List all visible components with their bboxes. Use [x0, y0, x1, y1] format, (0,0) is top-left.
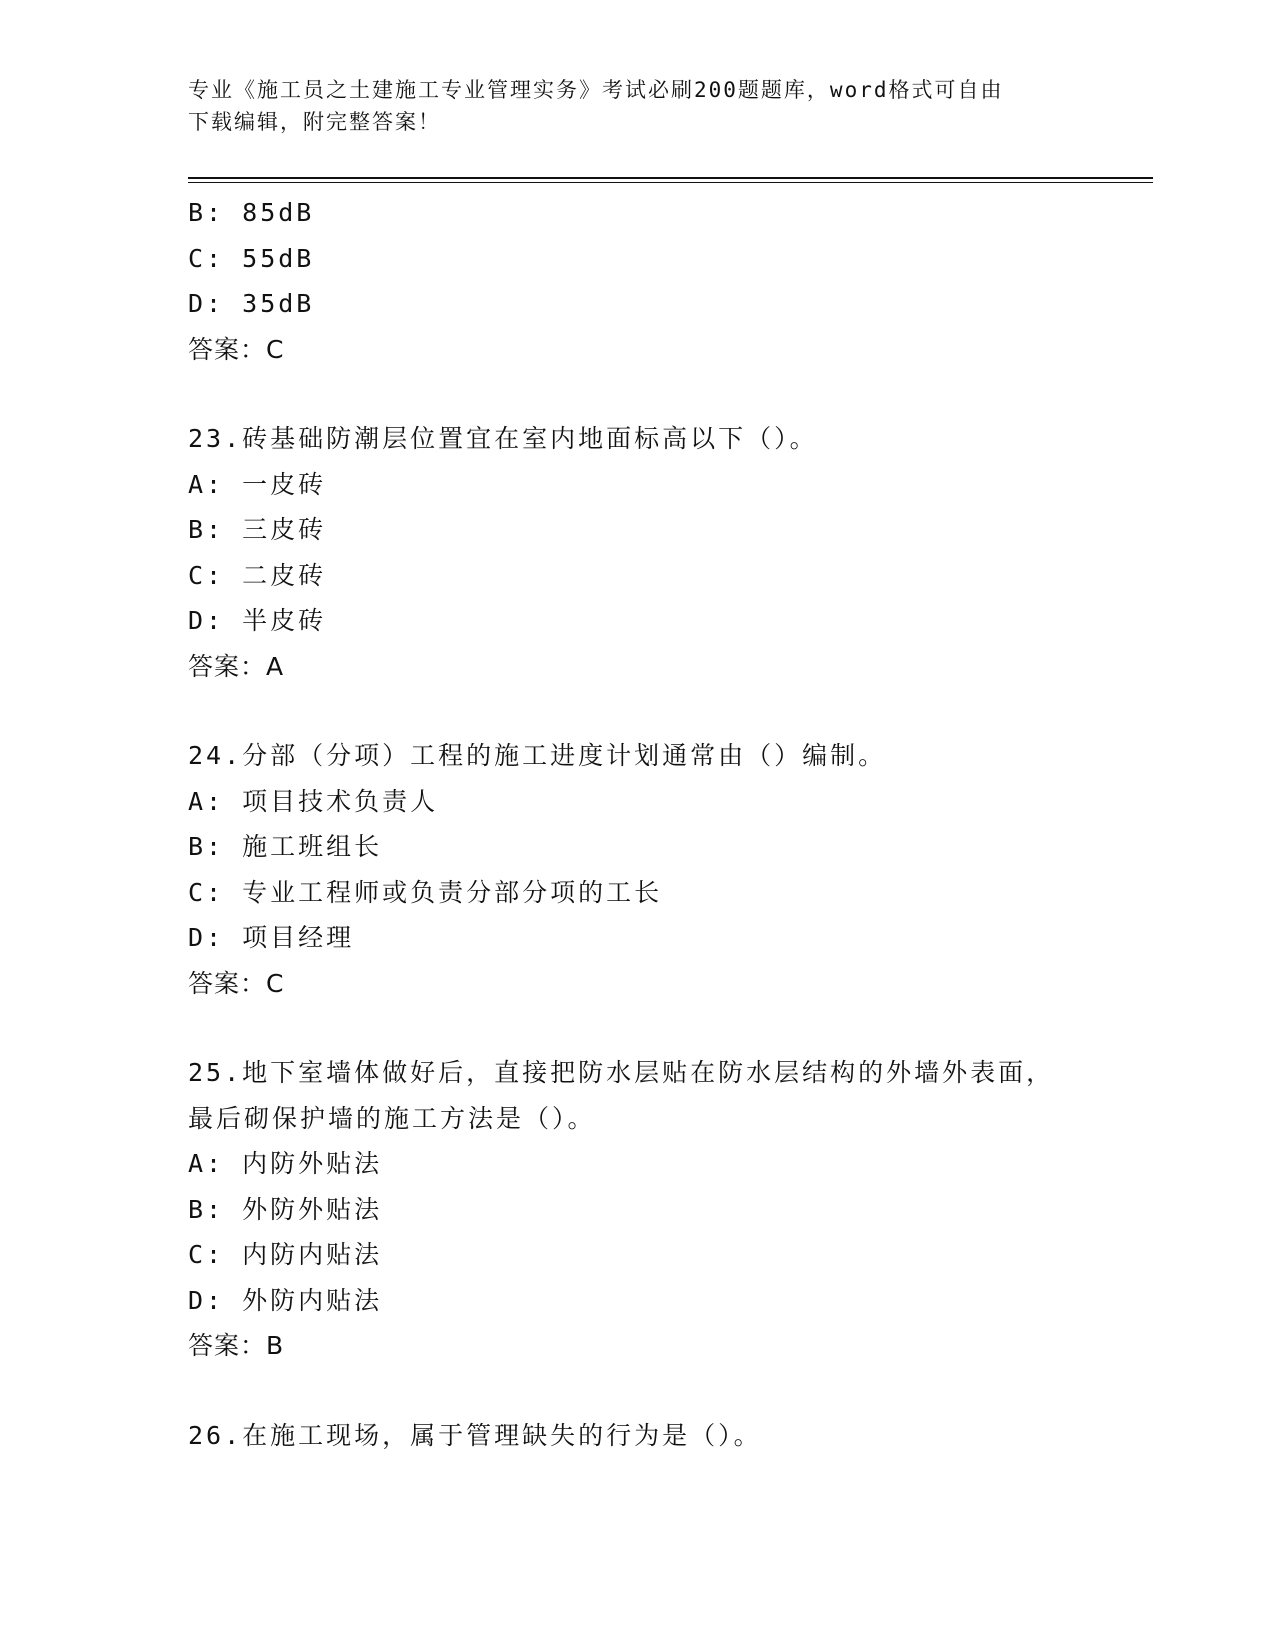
- question-stem-line-2: 最后砌保护墙的施工方法是（）。: [188, 1103, 596, 1133]
- option-b: B: 施工班组长: [188, 832, 383, 861]
- answer: 答案：C: [188, 334, 285, 364]
- question-list: [188, 190, 1088, 1458]
- header-divider-thin: [188, 182, 1153, 183]
- spacer: [188, 372, 1088, 416]
- question-22-continued: [188, 190, 1088, 372]
- answer: 答案：C: [188, 968, 285, 998]
- option-d: D: 项目经理: [188, 923, 355, 952]
- question-stem: 23.砖基础防潮层位置宜在室内地面标高以下（）。: [188, 424, 818, 453]
- header-divider-thick: [188, 177, 1153, 179]
- document-header: [188, 74, 1088, 138]
- header-title-line-1: 专业《施工员之土建施工专业管理实务》考试必刷200题题库，word格式可自由: [188, 78, 1004, 102]
- option-c: C: 55dB: [188, 243, 315, 273]
- question-23: [188, 416, 1088, 689]
- option-a: A: 一皮砖: [188, 469, 327, 499]
- option-b: B: 外防外贴法: [188, 1194, 383, 1224]
- option-b: B: 85dB: [188, 198, 315, 227]
- option-a: A: 项目技术负责人: [188, 786, 439, 816]
- question-26: [188, 1413, 1088, 1459]
- question-stem-line-1: 25.地下室墙体做好后，直接把防水层贴在防水层结构的外墙外表面，: [188, 1058, 1055, 1087]
- question-stem: 26.在施工现场，属于管理缺失的行为是（）。: [188, 1420, 762, 1450]
- answer: 答案：A: [188, 651, 285, 681]
- option-b: B: 三皮砖: [188, 515, 327, 544]
- option-d: D: 35dB: [188, 289, 315, 318]
- header-title-line-2: 下载编辑，附完整答案！: [188, 110, 441, 134]
- question-25: [188, 1050, 1088, 1369]
- question-stem: 24.分部（分项）工程的施工进度计划通常由（）编制。: [188, 741, 887, 770]
- option-c: C: 二皮砖: [188, 560, 327, 590]
- option-d: D: 外防内贴法: [188, 1285, 383, 1315]
- option-a: A: 内防外贴法: [188, 1149, 383, 1178]
- option-d: D: 半皮砖: [188, 606, 327, 635]
- option-c: C: 内防内贴法: [188, 1240, 383, 1269]
- spacer: [188, 1369, 1088, 1413]
- question-24: [188, 733, 1088, 1006]
- answer: 答案：B: [188, 1331, 285, 1360]
- option-c: C: 专业工程师或负责分部分项的工长: [188, 877, 663, 907]
- spacer: [188, 689, 1088, 733]
- spacer: [188, 1006, 1088, 1050]
